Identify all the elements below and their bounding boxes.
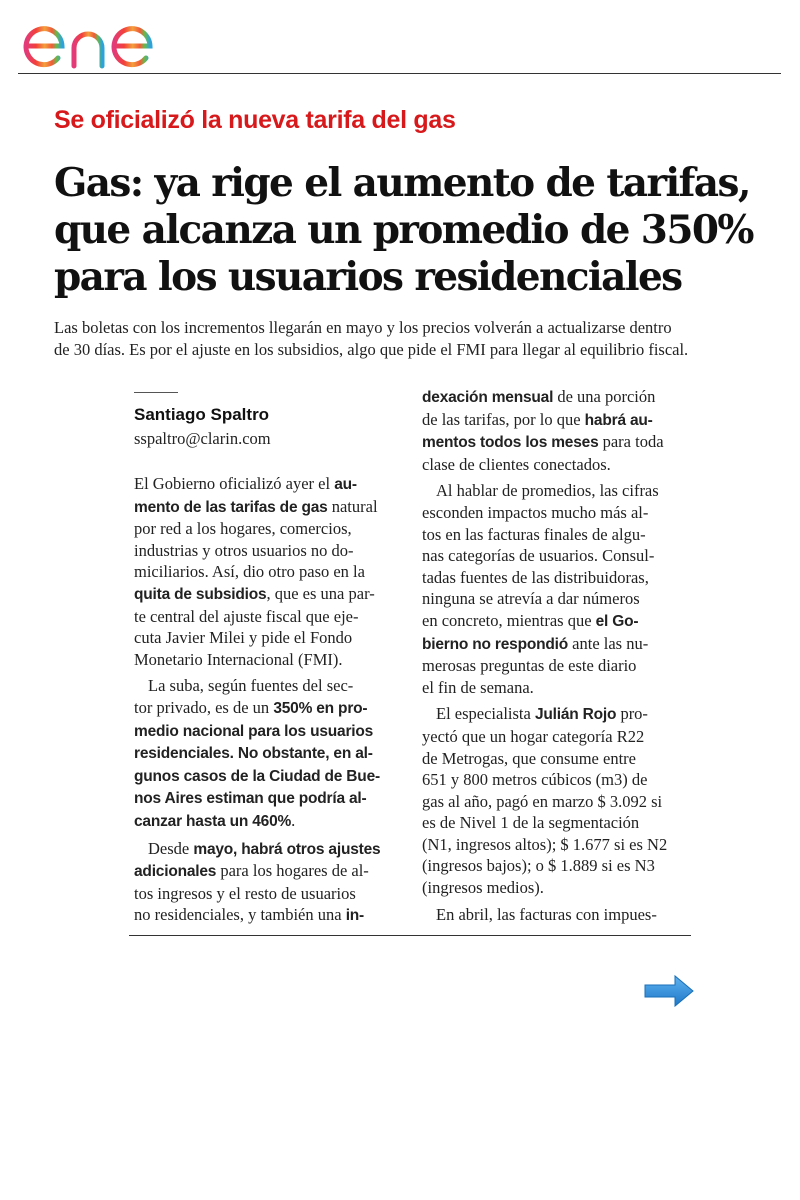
body-text: de las tarifas, por lo que	[422, 409, 585, 429]
body-line	[422, 567, 702, 589]
body-text: Monetario Internacional (FMI).	[134, 649, 343, 669]
body-text: , que es una par-	[266, 583, 375, 603]
body-line	[422, 502, 702, 524]
body-text: Al hablar de promedios, las cifras	[436, 481, 659, 501]
article-kicker: Se oficializó la nueva tarifa del gas	[54, 106, 456, 134]
body-line	[134, 697, 414, 720]
body-text: ninguna se atrevía a dar números	[422, 589, 640, 609]
bold-text: in-	[345, 907, 365, 925]
body-text: ante las nu-	[568, 633, 649, 653]
summary-line: de 30 días. Es por el ajuste en los subsidios, algo que pide el FMI para llegar al equilibrio fiscal.	[54, 340, 689, 359]
body-line	[134, 904, 414, 927]
body-line	[422, 791, 702, 813]
enel-logo	[18, 6, 190, 72]
body-text: 651 y 800 metros cúbicos (m3) de	[422, 770, 648, 790]
body-line	[422, 812, 702, 834]
body-line	[134, 742, 414, 765]
body-text: cuta Javier Milei y pide el Fondo	[134, 628, 353, 648]
bold-text: medio nacional para los usuarios	[134, 722, 374, 740]
body-line	[422, 855, 702, 877]
body-text: miciliarios. Así, dio otro paso en la	[134, 562, 365, 582]
body-text: pro-	[616, 704, 648, 724]
body-text: te central del ajuste fiscal que eje-	[134, 606, 359, 626]
body-text: de una porción	[553, 387, 656, 406]
body-line	[422, 545, 702, 567]
bold-text: gunos casos de la Ciudad de Bue-	[134, 767, 380, 785]
headline-line: Gas: ya rige el aumento de tarifas,	[54, 160, 750, 206]
author-email[interactable]: sspaltro@clarin.com	[134, 429, 271, 448]
body-text: yectó que un hogar categoría R22	[422, 726, 645, 746]
body-line	[422, 748, 702, 770]
body-line	[134, 838, 414, 861]
bold-text: Julián Rojo	[534, 706, 617, 724]
bold-text: mento de las tarifas de gas	[134, 498, 328, 516]
body-text: en concreto, mientras que	[422, 610, 596, 630]
body-text: El Gobierno oficializó ayer el	[134, 474, 335, 493]
body-line	[422, 480, 702, 502]
bold-text: dexación mensual	[422, 389, 554, 406]
body-line	[422, 431, 702, 454]
body-line	[422, 677, 702, 699]
body-text: el fin de semana.	[422, 677, 534, 697]
body-line	[422, 454, 702, 476]
bold-text: habrá au-	[584, 411, 653, 429]
body-line	[422, 904, 702, 926]
body-line	[134, 606, 414, 628]
bold-text: quita de subsidios	[134, 585, 267, 603]
body-text: tos en las facturas finales de algu-	[422, 524, 646, 544]
body-line	[134, 860, 414, 883]
headline-line: para los usuarios residenciales	[54, 254, 682, 300]
summary-line: Las boletas con los incrementos llegarán en mayo y los precios volverán a actualizarse dentro	[54, 318, 672, 337]
bold-text: au-	[334, 476, 357, 493]
bold-text: canzar hasta un 460%	[134, 812, 292, 830]
body-text: (ingresos bajos); o $ 1.889 si es N3	[422, 856, 655, 876]
body-text: natural	[327, 496, 378, 516]
body-line	[134, 720, 414, 743]
body-line	[134, 496, 414, 519]
body-line	[134, 583, 414, 606]
body-text: nas categorías de usuarios. Consul-	[422, 546, 655, 566]
author-name: Santiago Spaltro	[134, 405, 270, 424]
body-text: clase de clientes conectados.	[422, 454, 611, 474]
body-line	[422, 524, 702, 546]
body-text: (N1, ingresos altos); $ 1.677 si es N2	[422, 834, 668, 854]
body-text: esconden impactos mucho más al-	[422, 502, 649, 522]
body-text: .	[291, 810, 296, 830]
article-headline	[54, 160, 774, 301]
bold-text: mayo, habrá otros ajustes	[193, 840, 381, 858]
body-text: Desde	[148, 838, 194, 858]
header-rule	[18, 73, 781, 74]
body-text: merosas preguntas de este diario	[422, 656, 637, 676]
body-line	[422, 726, 702, 748]
body-line	[422, 769, 702, 791]
body-line	[134, 518, 414, 540]
body-line	[422, 588, 702, 610]
body-line	[422, 703, 702, 726]
body-line	[134, 473, 414, 496]
bold-text: adicionales	[134, 863, 217, 881]
bold-text: el Go-	[595, 612, 639, 630]
body-line	[422, 386, 702, 409]
body-line	[134, 810, 414, 833]
bold-text: 350% en pro-	[273, 699, 368, 717]
bold-text: mentos todos los meses	[422, 434, 599, 452]
body-column-left	[134, 473, 414, 927]
body-line	[134, 787, 414, 810]
footer-rule	[129, 935, 691, 936]
headline-line: que alcanza un promedio de 350%	[54, 207, 753, 253]
body-text: de Metrogas, que consume entre	[422, 748, 636, 768]
body-line	[134, 627, 414, 649]
body-line	[134, 561, 414, 583]
body-text: tos ingresos y el resto de usuarios	[134, 883, 356, 903]
body-line	[134, 765, 414, 788]
body-text: para toda	[598, 432, 664, 452]
bold-text: nos Aires estiman que podría al-	[134, 790, 367, 808]
body-line	[422, 633, 702, 656]
bold-text: residenciales. No obstante, en al-	[134, 745, 373, 763]
body-text: industrias y otros usuarios no do-	[134, 540, 354, 560]
body-line	[134, 675, 414, 697]
body-line	[134, 883, 414, 905]
body-text: En abril, las facturas con impues-	[436, 904, 657, 924]
body-text: El especialista	[436, 704, 535, 724]
body-line	[134, 649, 414, 671]
byline-rule	[134, 392, 178, 393]
body-line	[422, 834, 702, 856]
body-text: La suba, según fuentes del sec-	[148, 676, 354, 696]
body-text: para los hogares de al-	[216, 861, 369, 881]
body-text: (ingresos medios).	[422, 878, 544, 898]
body-line	[422, 610, 702, 633]
body-line	[422, 877, 702, 899]
bold-text: bierno no respondió	[422, 635, 569, 653]
body-text: tor privado, es de un	[134, 697, 274, 717]
body-line	[134, 540, 414, 562]
article-summary	[54, 317, 774, 361]
body-text: no residenciales, y también una	[134, 905, 346, 925]
body-text: gas al año, pagó en marzo $ 3.092 si	[422, 791, 663, 811]
body-line	[422, 655, 702, 677]
body-text: por red a los hogares, comercios,	[134, 519, 352, 539]
body-text: tadas fuentes de las distribuidoras,	[422, 567, 649, 587]
body-line	[422, 409, 702, 432]
body-text: es de Nivel 1 de la segmentación	[422, 813, 640, 833]
arrow-right-icon[interactable]	[643, 974, 695, 1008]
body-column-right	[422, 386, 702, 925]
